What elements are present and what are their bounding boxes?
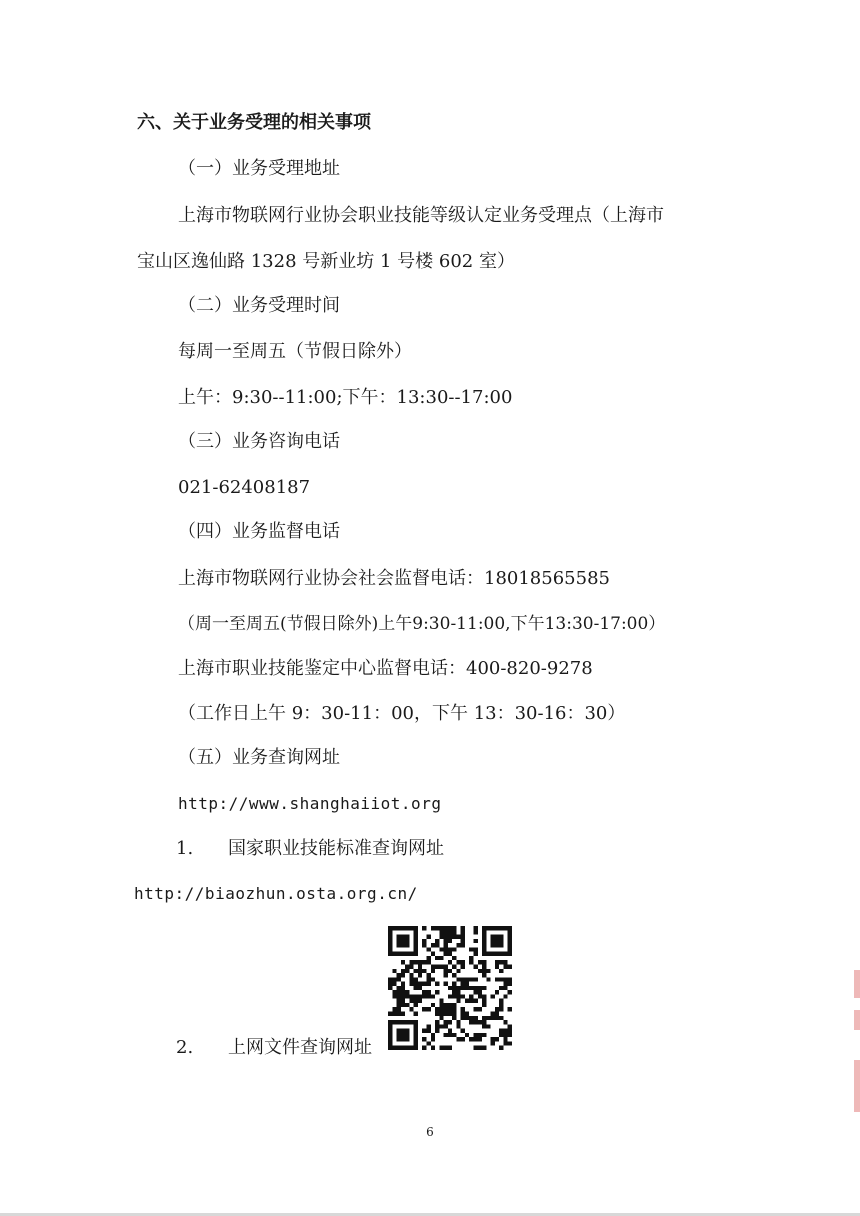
page-number: 6 bbox=[426, 1125, 434, 1139]
phone-number: 021-62408187 bbox=[178, 477, 311, 498]
item-title-address: （一）业务受理地址 bbox=[178, 158, 340, 179]
section-heading: 六、关于业务受理的相关事项 bbox=[137, 112, 371, 133]
item-title-hours: （二）业务受理时间 bbox=[178, 295, 340, 316]
link-1-number: 1. bbox=[176, 838, 194, 859]
supervision-line-2: （周一至周五(节假日除外)上午9:30-11:00,下午13:30-17:00） bbox=[178, 614, 666, 634]
qr-code[interactable] bbox=[388, 926, 512, 1050]
link-2-label: 上网文件查询网址 bbox=[228, 1037, 372, 1058]
address-line-2: 宝山区逸仙路 1328 号新业坊 1 号楼 602 室） bbox=[137, 251, 515, 272]
link-2-number: 2. bbox=[176, 1037, 194, 1058]
item-title-supervision: （四）业务监督电话 bbox=[178, 521, 340, 542]
link-1-url[interactable]: http://biaozhun.osta.org.cn/ bbox=[134, 884, 418, 903]
supervision-line-4: （工作日上午 9：30-11：00，下午 13：30-16：30） bbox=[178, 703, 626, 724]
link-1-label: 国家职业技能标准查询网址 bbox=[228, 838, 444, 859]
item-title-phone: （三）业务咨询电话 bbox=[178, 431, 340, 452]
hours-days: 每周一至周五（节假日除外） bbox=[178, 341, 412, 362]
supervision-line-3: 上海市职业技能鉴定中心监督电话：400-820-9278 bbox=[178, 658, 593, 679]
seal-edge-mark bbox=[854, 1060, 860, 1112]
hours-times: 上午：9:30--11:00;下午：13:30--17:00 bbox=[178, 387, 513, 408]
address-line-1: 上海市物联网行业协会职业技能等级认定业务受理点（上海市 bbox=[178, 205, 664, 226]
website-url[interactable]: http://www.shanghaiiot.org bbox=[178, 794, 442, 813]
seal-edge-mark bbox=[854, 1010, 860, 1030]
supervision-line-1: 上海市物联网行业协会社会监督电话：18018565585 bbox=[178, 568, 610, 589]
seal-edge-mark bbox=[854, 970, 860, 998]
item-title-website: （五）业务查询网址 bbox=[178, 747, 340, 768]
